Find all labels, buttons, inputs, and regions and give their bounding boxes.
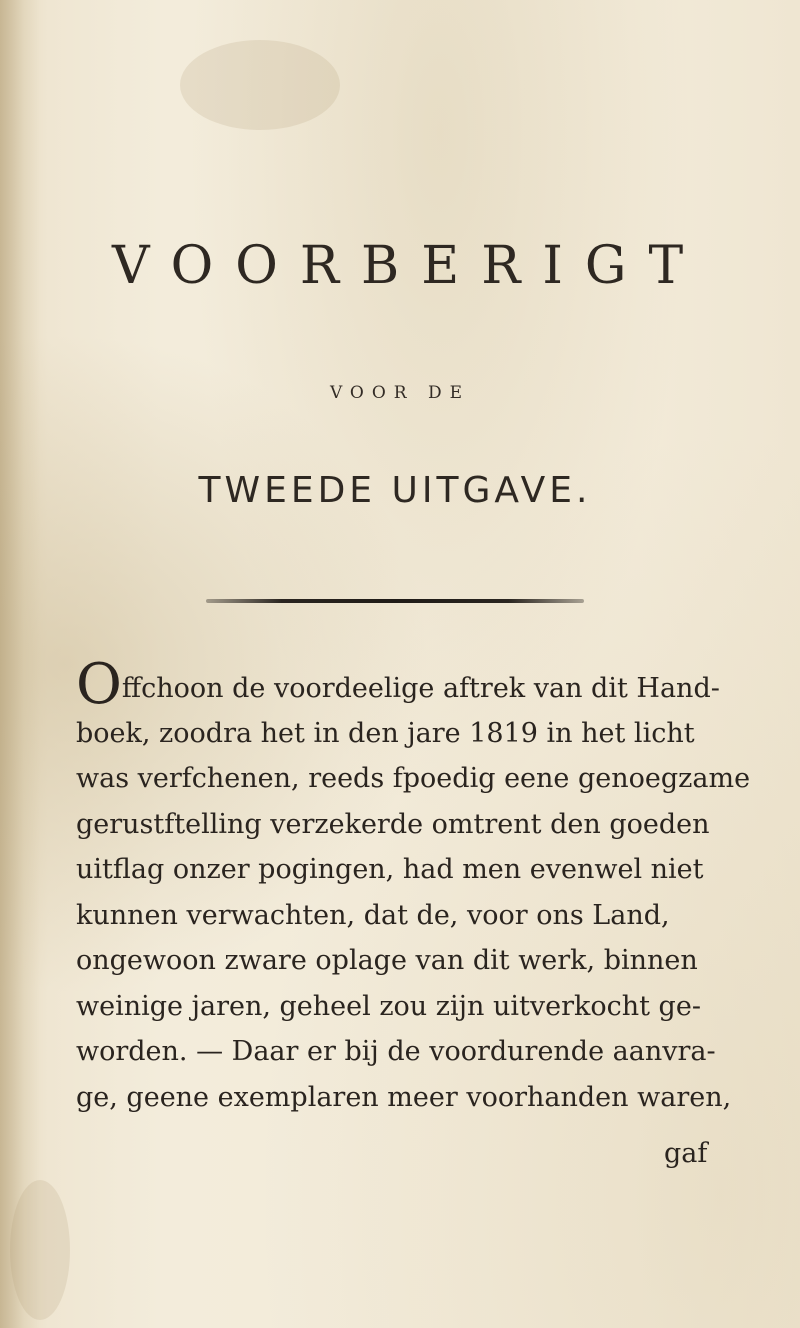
spine-shadow <box>0 0 40 1328</box>
decorative-rule <box>206 599 584 603</box>
page-subtitle: VOOR DE <box>329 383 471 403</box>
text-line: ongewoon zware oplage van dit werk, binnen <box>76 945 698 976</box>
edition-heading: TWEEDE UITGAVE. <box>198 470 592 511</box>
paper-stain <box>180 40 340 130</box>
text-line: was verfchenen, reeds fpoedig eene genoegzame <box>76 763 751 794</box>
text-line: gerustftelling verzekerde omtrent den goeden <box>76 808 710 840</box>
paper-stain <box>10 1180 70 1320</box>
text-line: boek, zoodra het in den jare 1819 in het licht <box>76 717 695 749</box>
body-text <box>76 652 751 1120</box>
text-line: kunnen verwachten, dat de, voor ons Land, <box>76 899 670 931</box>
text-line-content: ffchoon de voordeelige aftrek van dit Hand- <box>121 673 720 704</box>
text-line: uitflag onzer pogingen, had men evenwel niet <box>76 854 704 885</box>
catchword: gaf <box>664 1138 708 1169</box>
page-title: VOORBERIGT <box>112 236 706 296</box>
text-line: weinige jaren, geheel zou zijn uitverkocht ge- <box>76 990 701 1022</box>
text-line: worden. — Daar er bij de voordurende aanvra- <box>76 1036 716 1067</box>
drop-cap: O <box>76 652 120 717</box>
text-line <box>76 652 742 717</box>
text-line: ge, geene exemplaren meer voorhanden waren, <box>76 1081 732 1113</box>
